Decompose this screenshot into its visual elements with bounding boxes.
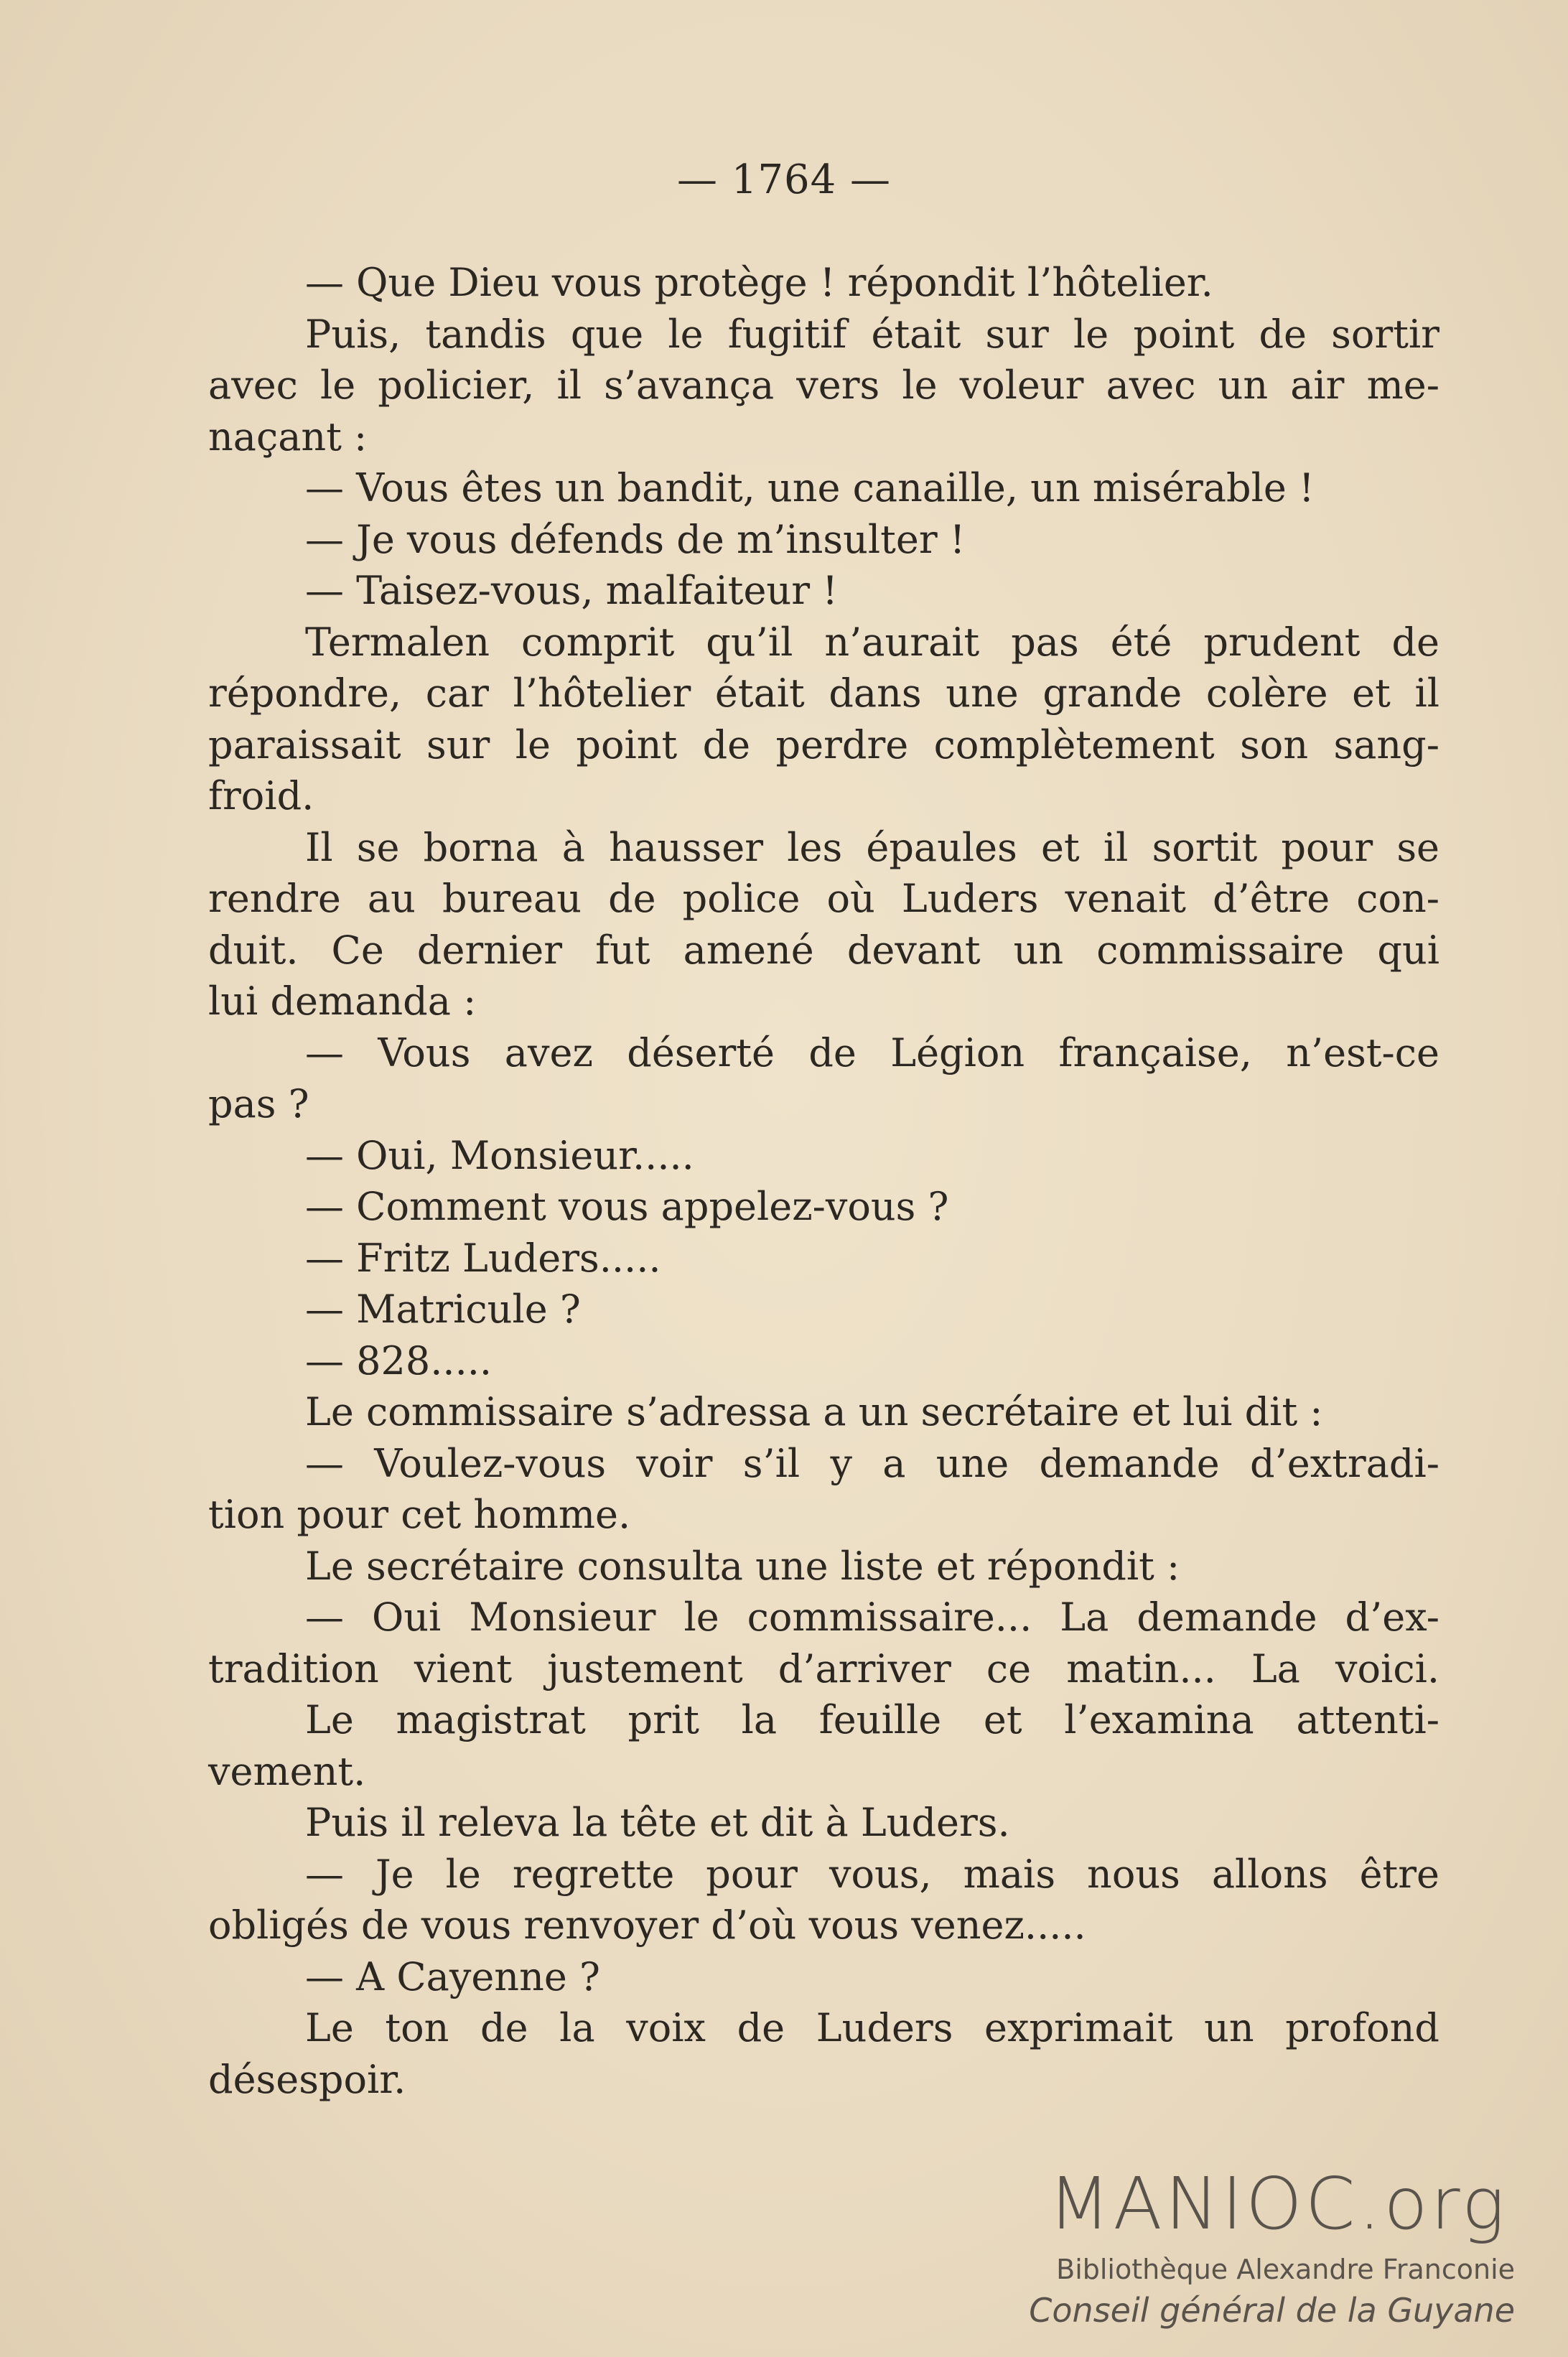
council-name: Conseil général de la Guyane: [1029, 2291, 1515, 2330]
text-line: naçant :: [208, 414, 368, 459]
text-line: Le magistrat prit la feuille et l’examina attenti-: [305, 1697, 1439, 1742]
text-line: rendre au bureau de police où Luders venait d’être con-: [208, 876, 1439, 921]
text-line: vement.: [208, 1748, 366, 1794]
text-line: — Que Dieu vous protège ! répondit l’hôtelier.: [305, 260, 1213, 305]
text-line: Le commissaire s’adressa a un secrétaire et lui dit :: [305, 1389, 1323, 1434]
text-line: Le secrétaire consulta une liste et répondit :: [305, 1543, 1180, 1589]
text-line: — 828.....: [305, 1338, 493, 1383]
text-line: obligés de vous renvoyer d’où vous venez.....: [208, 1903, 1086, 1948]
text-line: Puis il releva la tête et dit à Luders.: [305, 1800, 1010, 1845]
manioc-logo-word: MANIOC.org: [1048, 2162, 1508, 2246]
text-line: répondre, car l’hôtelier était dans une grande colère et il: [208, 671, 1439, 716]
manioc-watermark: [1019, 2162, 1522, 2330]
text-line: Termalen comprit qu’il n’aurait pas été prudent de: [305, 619, 1439, 665]
text-line: — Taisez-vous, malfaiteur !: [305, 568, 838, 613]
text-line: pas ?: [208, 1081, 309, 1126]
library-name: Bibliothèque Alexandre Franconie: [1056, 2254, 1515, 2285]
text-line: lui demanda :: [208, 979, 477, 1024]
text-line: tion pour cet homme.: [208, 1492, 631, 1537]
text-line: tradition vient justement d’arriver ce matin... La voici.: [208, 1646, 1439, 1691]
text-line: — Oui Monsieur le commissaire... La demande d’ex-: [305, 1595, 1439, 1640]
text-line: — Je le regrette pour vous, mais nous allons être: [305, 1851, 1439, 1897]
text-line: Puis, tandis que le fugitif était sur le point de sortir: [305, 311, 1439, 357]
text-line: — Je vous défends de m’insulter !: [305, 516, 966, 562]
text-line: duit. Ce dernier fut amené devant un commissaire qui: [208, 927, 1439, 973]
text-line: — Oui, Monsieur.....: [305, 1132, 694, 1178]
text-line: — Fritz Luders.....: [305, 1235, 661, 1281]
text-line: — Voulez-vous voir s’il y a une demande d’extradi-: [305, 1440, 1439, 1486]
text-line: froid.: [208, 773, 314, 818]
text-line: — Vous avez déserté de Légion française, n’est-ce: [305, 1030, 1439, 1075]
text-line: avec le policier, il s’avança vers le voleur avec un air me-: [208, 363, 1439, 408]
text-line: Il se borna à hausser les épaules et il sortit pour se: [305, 824, 1439, 870]
text-line: Le ton de la voix de Luders exprimait un profond: [305, 2005, 1439, 2050]
text-body: [208, 257, 1439, 2105]
text-line: — Vous êtes un bandit, une canaille, un misérable !: [305, 465, 1315, 510]
text-line: — Matricule ?: [305, 1287, 581, 1332]
page-number: — 1764 —: [676, 157, 892, 203]
text-line: désespoir.: [208, 2056, 406, 2102]
text-line: — A Cayenne ?: [305, 1954, 600, 1999]
text-line: — Comment vous appelez-vous ?: [305, 1184, 949, 1229]
text-line: paraissait sur le point de perdre complètement son sang-: [208, 722, 1439, 767]
